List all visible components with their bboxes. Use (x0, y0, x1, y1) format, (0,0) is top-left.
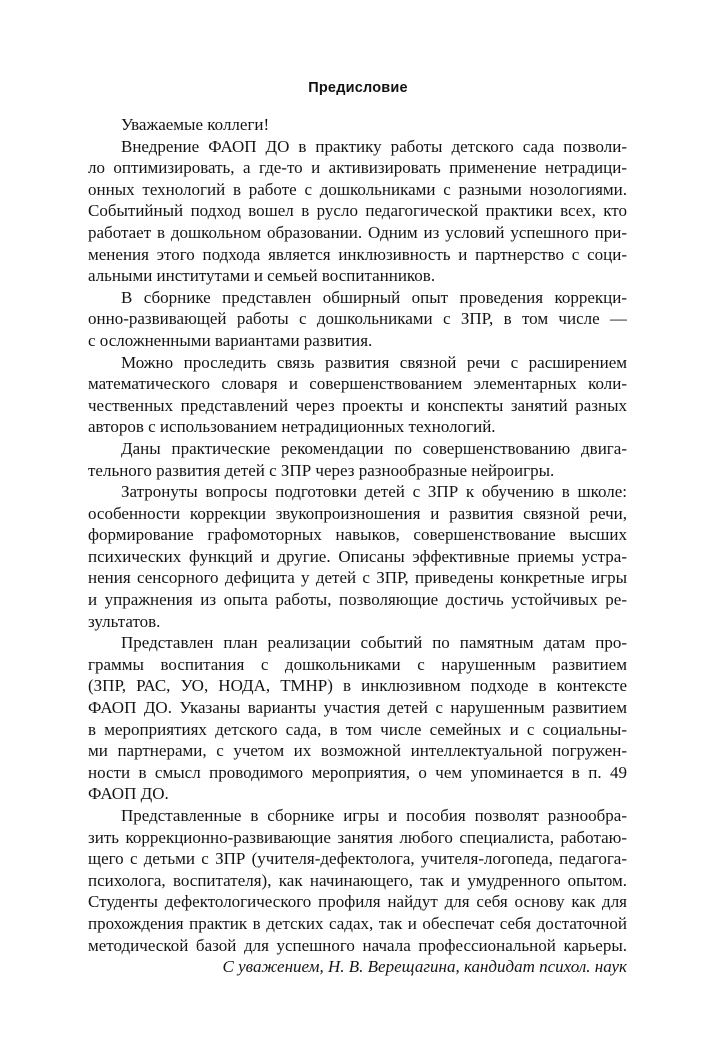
text-line: чественных представлений через проекты и конспекты занятий разных (88, 395, 627, 415)
text-line: Представленные в сборнике игры и пособия позволят разнообра- (121, 806, 627, 825)
text-line: формирование графомоторных навыков, совершенствование высших (88, 525, 627, 545)
text-line: менения этого подхода является инклюзивность и партнерство с соци- (88, 244, 627, 264)
text-line: В сборнике представлен обширный опыт проведения коррекци- (121, 287, 627, 307)
text-line: граммы воспитания с дошкольниками с нарушенным развитием (88, 654, 627, 674)
text-line: работает в дошкольном образовании. Одним из условий успешного при- (88, 222, 627, 242)
text-line: Событийный подход вошел в русло педагогической практики всех, кто (88, 201, 627, 221)
preface-body (88, 114, 627, 978)
text-line: зультатов. (88, 611, 161, 631)
text-line: прохождения практик в детских садах, так и обеспечат себя достаточной (88, 913, 627, 933)
text-line: математического словаря и совершенствованием элементарных коли- (88, 374, 627, 394)
text-line: альными институтами и семьей воспитанников. (88, 266, 436, 286)
text-line: щего с детьми с ЗПР (учителя-дефектолога, учителя-логопеда, педагога- (88, 849, 627, 869)
text-line: Уважаемые коллеги! (121, 115, 270, 134)
text-line: Затронуты вопросы подготовки детей с ЗПР к обучению в школе: (121, 482, 627, 502)
text-line: с осложненными вариантами развития. (88, 330, 373, 350)
text-line: Можно проследить связь развития связной речи с расширением (121, 352, 627, 372)
text-line: психических функций и другие. Описаны эффективные приемы устра- (88, 546, 627, 566)
text-line: ло оптимизировать, а где-то и активизировать применение нетрадици- (88, 158, 627, 178)
text-line: онных технологий в работе с дошкольниками с разными нозологиями. (88, 179, 627, 199)
text-line: ФАОП ДО. Указаны варианты участия детей с нарушенным развитием (88, 698, 627, 718)
text-line: зить коррекционно-развивающие занятия любого специалиста, работаю- (88, 827, 627, 847)
text-line: ми партнерами, с учетом их возможной интеллектуальной погружен- (88, 741, 627, 761)
text-line: онно-развивающей работы с дошкольниками с ЗПР, в том числе — (88, 309, 627, 329)
text-line: Представлен план реализации событий по памятным датам про- (121, 633, 627, 653)
text-line: тельного развития детей с ЗПР через разнообразные нейроигры. (88, 460, 555, 480)
text-line: и упражнения из опыта работы, позволяющие достичь устойчивых ре- (88, 590, 627, 610)
text-line: ности в смысл проводимого мероприятия, о чем упоминается в п. 49 (88, 762, 627, 782)
text-line: Даны практические рекомендации по совершенствованию двига- (121, 438, 627, 458)
text-line: ФАОП ДО. (88, 784, 169, 804)
text-line: психолога, воспитателя), как начинающего, так и умудренного опытом. (88, 870, 627, 890)
page-title: Предисловие (308, 80, 408, 96)
text-line: авторов с использованием нетрадиционных технологий. (88, 417, 496, 437)
text-line: в мероприятиях детского сада, в том числе семейных и с социальны- (88, 719, 627, 739)
text-line: Студенты дефектологического профиля найдут для себя основу как для (88, 892, 627, 912)
text-line: (ЗПР, РАС, УО, НОДА, ТМНР) в инклюзивном подходе в контексте (88, 676, 627, 696)
text-line: Внедрение ФАОП ДО в практику работы детского сада позволи- (121, 136, 627, 156)
text-line: методической базой для успешного начала профессиональной карьеры. (88, 935, 627, 955)
text-line: нения сенсорного дефицита у детей с ЗПР, приведены конкретные игры (88, 568, 627, 588)
text-line: особенности коррекции звукопроизношения и развития связной речи, (88, 503, 627, 523)
signature: С уважением, Н. В. Верещагина, кандидат психол. наук (222, 957, 627, 977)
